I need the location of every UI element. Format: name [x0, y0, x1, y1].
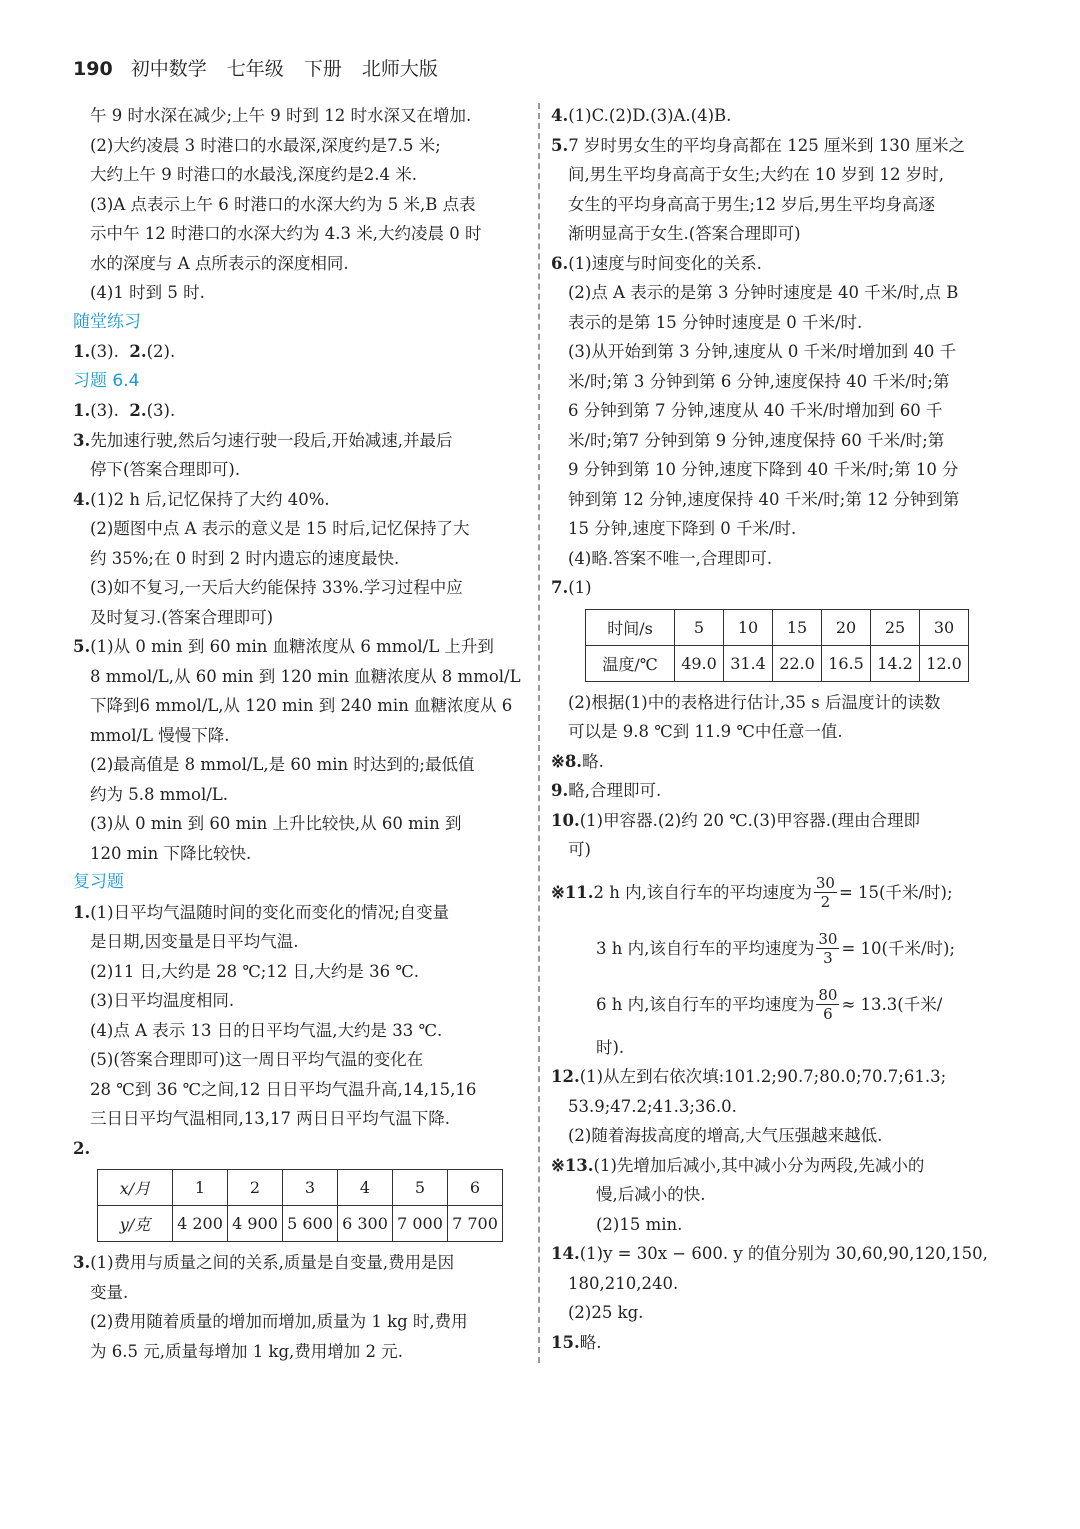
table-cell: 时间/s [586, 609, 675, 645]
answer-text: = 10(千米/时); [841, 938, 956, 958]
text-line: 示中午 12 时港口的水深大约为 4.3 米,大约凌晨 0 时 [90, 224, 482, 243]
answer-line [551, 977, 1006, 1033]
text-line: (4)点 A 表示 13 日的日平均气温,大约是 33 ℃. [90, 1020, 443, 1040]
left-column [73, 101, 528, 1366]
table-cell: 10 [724, 609, 773, 645]
table-cell: 1 [173, 1170, 228, 1206]
table-cell: y/克 [98, 1206, 173, 1242]
answer-line [551, 921, 1006, 977]
question-number: 2. [129, 342, 147, 361]
table-cell: 20 [822, 609, 871, 645]
fraction [816, 986, 839, 1023]
text-line: (2)15 min. [596, 1214, 683, 1234]
table-cell: 5 [675, 609, 724, 645]
answer-line [551, 101, 1006, 131]
text-line: 8 mmol/L,从 60 min 到 120 min 血糖浓度从 8 mmol/L [90, 666, 521, 686]
text-line: (2)11 日,大约是 28 ℃;12 日,大约是 36 ℃. [90, 961, 420, 981]
numerator: 30 [815, 874, 835, 892]
answer-line [73, 337, 528, 367]
denominator: 6 [823, 1005, 833, 1023]
table-cell: 15 [773, 609, 822, 645]
answer-text: 2 h 内,该自行车的平均速度为 [593, 882, 812, 902]
table-cell: 30 [920, 609, 969, 645]
question-number: 2. [129, 401, 147, 420]
table-cell: 7 700 [448, 1206, 503, 1242]
text-line: 6 分钟到第 7 分钟,速度从 40 千米/时增加到 60 千 [568, 401, 943, 420]
text-line: 53.9;47.2;41.3;36.0. [568, 1096, 737, 1116]
question-number: 3. [73, 1253, 91, 1272]
answer-text: 略. [582, 751, 604, 771]
answer-line [73, 396, 528, 426]
table-cell: 49.0 [675, 645, 724, 681]
text-line: 可) [568, 840, 591, 859]
text-line: 9 分钟到第 10 分钟,速度下降到 40 千米/时;第 10 分 [568, 460, 959, 479]
text-line: 15 分钟,速度下降到 0 千米/时. [568, 519, 797, 538]
question-number: 3. [73, 430, 91, 450]
text-line: 女生的平均身高高于男生;12 岁后,男生平均身高逐 [568, 194, 936, 214]
table-cell: 7 000 [393, 1206, 448, 1242]
denominator: 3 [823, 949, 833, 967]
answer-text: (1)从左到右依次填:101.2;90.7;80.0;70.7;61.3; [579, 1067, 947, 1086]
text-line: 三日日平均气温相同,13,17 两日日平均气温下降. [90, 1109, 450, 1128]
question-number: ※11. [551, 882, 594, 902]
page-number: 190 [73, 58, 113, 80]
text-line: 米/时;第 3 分钟到第 6 分钟,速度保持 40 千米/时;第 [568, 371, 950, 391]
text-line: 钟到第 12 分钟,速度保持 40 千米/时;第 12 分钟到第 [568, 489, 960, 509]
answer-text: 略,合理即可. [568, 781, 662, 800]
answer-text: 6 h 内,该自行车的平均速度为 [596, 994, 815, 1014]
answer-text: (1)y = 30x − 600. y 的值分别为 30,60,90,120,150, [579, 1244, 988, 1263]
text-line: 慢,后减小的快. [596, 1185, 706, 1204]
table-cell: 4 200 [173, 1206, 228, 1242]
answer-line [73, 426, 528, 456]
text-line: 及时复习.(答案合理即可) [90, 607, 274, 627]
answer-text: = 15(千米/时); [838, 882, 953, 902]
table-cell: 5 [393, 1170, 448, 1206]
question-number: 5. [551, 135, 569, 155]
answer-text: 3 h 内,该自行车的平均速度为 [596, 938, 815, 958]
text-line: 变量. [90, 1282, 129, 1302]
answer-line [551, 747, 1006, 777]
table-cell: 31.4 [724, 645, 773, 681]
temperature-table [585, 609, 969, 682]
section-heading: 随堂练习 [73, 311, 141, 332]
text-line: (2)根据(1)中的表格进行估计,35 s 后温度计的读数 [568, 692, 941, 712]
text-line: 午 9 时水深在减少;上午 9 时到 12 时水深又在增加. [90, 106, 472, 125]
text-line: 120 min 下降比较快. [90, 843, 252, 863]
text-line: 水的深度与 A 点所表示的深度相同. [90, 253, 349, 273]
text-line: 约为 5.8 mmol/L. [90, 784, 228, 804]
question-number: 9. [551, 781, 569, 800]
text-line: (2)费用随着质量的增加而增加,质量为 1 kg 时,费用 [90, 1312, 468, 1331]
table-cell: 12.0 [920, 645, 969, 681]
question-number: 4. [73, 489, 91, 509]
text-line: 28 ℃到 36 ℃之间,12 日日平均气温升高,14,15,16 [90, 1079, 477, 1099]
page-header [73, 54, 452, 81]
answer-line [551, 1328, 1006, 1358]
question-number: 10. [551, 810, 580, 830]
table-cell: 6 [448, 1170, 503, 1206]
table-cell: 5 600 [283, 1206, 338, 1242]
question-number: 2. [73, 1138, 91, 1158]
section-heading: 复习题 [73, 872, 124, 892]
table-row [586, 645, 969, 681]
answer-text: (3). [90, 342, 119, 361]
table-row [98, 1206, 503, 1242]
text-line: mmol/L 慢慢下降. [90, 725, 230, 745]
text-line: (3)如不复习,一天后大约能保持 33%.学习过程中应 [90, 578, 463, 597]
text-line: (2)随着海拔高度的增高,大气压强越来越低. [568, 1126, 883, 1145]
text-line: 约 35%;在 0 时到 2 时内遗忘的速度最快. [90, 548, 400, 568]
text-line: (2)大约凌晨 3 时港口的水最深,深度约是7.5 米; [90, 135, 441, 155]
answer-text: (1) [568, 578, 592, 597]
text-line: 米/时;第7 分钟到第 9 分钟,速度保持 60 千米/时;第 [568, 430, 945, 450]
text-line: (2)题图中点 A 表示的意义是 15 时后,记忆保持了大 [90, 519, 470, 538]
text-line: (4)1 时到 5 时. [90, 283, 205, 302]
right-column [551, 101, 1006, 1357]
answer-text: (1)2 h 后,记忆保持了大约 40%. [90, 489, 330, 509]
text-line: 180,210,240. [568, 1273, 679, 1293]
answer-line [73, 898, 528, 928]
text-line: 是日期,因变量是日平均气温. [90, 932, 299, 951]
answer-text: ≈ 13.3(千米/ [841, 994, 943, 1014]
fraction [814, 874, 837, 911]
text-line: 停下(答案合理即可). [90, 460, 241, 479]
text-line: 表示的是第 15 分钟时速度是 0 千米/时. [568, 312, 863, 332]
answer-text: 先加速行驶,然后匀速行驶一段后,开始减速,并最后 [90, 430, 453, 450]
table-row [98, 1170, 503, 1206]
answer-text: (2). [146, 342, 176, 361]
answer-text: (1)速度与时间变化的关系. [568, 253, 762, 273]
table-cell: 温度/℃ [586, 645, 675, 681]
text-line: 大约上午 9 时港口的水最浅,深度约是2.4 米. [90, 165, 417, 184]
edition: 北师大版 [361, 58, 438, 80]
question-number: 5. [73, 637, 91, 656]
text-line: (3)从 0 min 到 60 min 上升比较快,从 60 min 到 [90, 814, 462, 833]
answer-line [551, 573, 1006, 603]
answer-line [551, 249, 1006, 279]
answer-text: (3). [146, 401, 176, 420]
table-cell: 16.5 [822, 645, 871, 681]
answer-text: (1)甲容器.(2)约 20 ℃.(3)甲容器.(理由合理即 [579, 810, 920, 830]
text-line: (2)点 A 表示的是第 3 分钟时速度是 40 千米/时,点 B [568, 283, 959, 302]
text-line: 可以是 9.8 ℃到 11.9 ℃中任意一值. [568, 722, 843, 741]
volume: 下册 [303, 58, 342, 80]
answer-text: (1)从 0 min 到 60 min 血糖浓度从 6 mmol/L 上升到 [90, 637, 494, 656]
text-line: (2)最高值是 8 mmol/L,是 60 min 时达到的;最低值 [90, 755, 475, 774]
column-divider [538, 103, 540, 1363]
answer-line [73, 632, 528, 662]
question-number: 1. [73, 401, 91, 420]
subject: 初中数学 [130, 58, 207, 80]
answer-line [551, 1151, 1006, 1181]
answer-line [551, 131, 1006, 161]
answer-line [551, 806, 1006, 836]
table-cell: 25 [871, 609, 920, 645]
question-number: 14. [551, 1244, 580, 1263]
answer-line [551, 1239, 1006, 1269]
text-line: 为 6.5 元,质量每增加 1 kg,费用增加 2 元. [90, 1341, 404, 1361]
text-line: (3)A 点表示上午 6 时港口的水深大约为 5 米,B 点表 [90, 194, 476, 214]
table-cell: 4 900 [228, 1206, 283, 1242]
answer-text: (1)C.(2)D.(3)A.(4)B. [568, 106, 732, 125]
table-cell: x/月 [98, 1170, 173, 1206]
table-cell: 3 [283, 1170, 338, 1206]
table-row [586, 609, 969, 645]
answer-text: 略. [579, 1332, 602, 1352]
table-cell: 6 300 [338, 1206, 393, 1242]
numerator: 80 [818, 986, 838, 1004]
question-number: 6. [551, 253, 569, 273]
question-number: 15. [551, 1332, 580, 1352]
text-line: (3)日平均温度相同. [90, 991, 235, 1010]
answer-line [73, 485, 528, 515]
question-number: 1. [73, 342, 91, 361]
answer-text: (3). [90, 401, 119, 420]
answer-line [551, 1062, 1006, 1092]
table-cell: 2 [228, 1170, 283, 1206]
answer-text: (1)费用与质量之间的关系,质量是自变量,费用是因 [90, 1253, 455, 1272]
text-line: (5)(答案合理即可)这一周日平均气温的变化在 [90, 1050, 424, 1069]
question-number: 12. [551, 1067, 580, 1086]
text-line: 渐明显高于女生.(答案合理即可) [568, 224, 801, 243]
question-number: ※8. [551, 751, 583, 771]
answer-text: (1)日平均气温随时间的变化而变化的情况;自变量 [90, 902, 450, 922]
grade: 七年级 [226, 58, 284, 80]
numerator: 30 [818, 930, 838, 948]
question-number: ※13. [551, 1155, 594, 1175]
text-line: 间,男生平均身高高于女生;大约在 10 岁到 12 岁时, [568, 165, 945, 184]
table-cell: 22.0 [773, 645, 822, 681]
question-number: 7. [551, 578, 569, 597]
question-number: 4. [551, 106, 569, 125]
text-line: 时). [596, 1037, 625, 1057]
text-line: (4)略.答案不唯一,合理即可. [568, 548, 773, 568]
table-cell: 4 [338, 1170, 393, 1206]
answer-line [551, 776, 1006, 806]
answer-text: (1)先增加后减小,其中减小分为两段,先减小的 [593, 1155, 925, 1175]
text-line: (2)25 kg. [568, 1303, 644, 1322]
answer-text: 7 岁时男女生的平均身高都在 125 厘米到 130 厘米之 [568, 135, 965, 155]
table-cell: 14.2 [871, 645, 920, 681]
xy-table [97, 1169, 503, 1242]
answer-line [73, 1248, 528, 1278]
text-line: 下降到6 mmol/L,从 120 min 到 240 min 血糖浓度从 6 [90, 696, 513, 715]
denominator: 2 [820, 893, 831, 911]
text-line: (3)从开始到第 3 分钟,速度从 0 千米/时增加到 40 千 [568, 342, 957, 361]
fraction [816, 930, 839, 967]
answer-line [551, 865, 1006, 921]
answer-line [73, 1134, 528, 1164]
section-heading: 习题 6.4 [73, 370, 140, 391]
question-number: 1. [73, 902, 91, 922]
